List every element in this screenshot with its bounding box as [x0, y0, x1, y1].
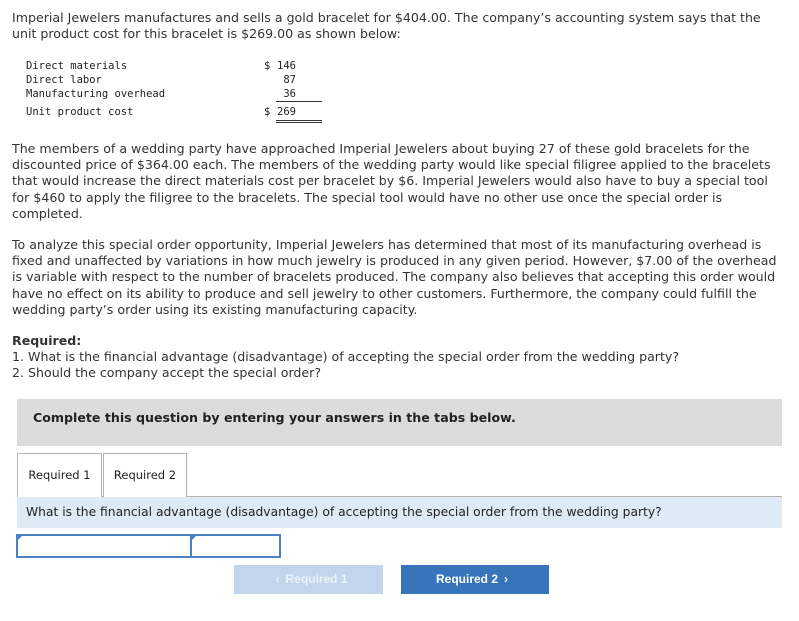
instruction-banner	[17, 399, 782, 446]
question-text: What is the financial advantage (disadvantage) of accepting the special order from the wedding party?	[26, 505, 662, 519]
cost-label: Direct materials	[26, 60, 128, 72]
cost-amount: 87	[283, 74, 296, 86]
tab-required-1[interactable]: Required 1	[17, 453, 102, 499]
cost-amount: 269	[277, 106, 296, 118]
answer-amount-field[interactable]	[190, 534, 281, 558]
chevron-right-icon: ›	[504, 572, 508, 586]
instruction-text: Complete this question by entering your answers in the tabs below.	[33, 410, 516, 425]
question-banner	[17, 497, 782, 528]
chevron-left-icon: ‹	[275, 572, 280, 586]
intro-paragraph: Imperial Jewelers manufactures and sells a gold bracelet for $404.00. The company’s accounting system says that the unit product cost for this bracelet is $269.00 as shown below:	[12, 10, 761, 42]
answer-row	[16, 534, 281, 556]
subtotal-rule	[276, 101, 322, 102]
tab-required-2[interactable]: Required 2	[103, 453, 187, 498]
cost-currency: $	[264, 60, 271, 72]
cost-row-unit-product-cost	[26, 105, 300, 119]
cost-label: Unit product cost	[26, 106, 134, 118]
cost-amount: 146	[277, 60, 296, 72]
next-button-label: Required 2	[435, 572, 498, 586]
cost-label: Direct labor	[26, 74, 102, 86]
special-order-paragraph: The members of a wedding party have approached Imperial Jewelers about buying 27 of these gold bracelets for the discounted price of $364.00 each. The members of the wedding party would like special filigree applied to the bracelets that would increase the direct materials cost per bracelet by $6. Imperial Jewelers would also have to buy a special tool for $460 to apply the filigree to the bracelets. The special tool would have no other use once the special order is completed.	[12, 141, 771, 221]
required-item-1: 1. What is the financial advantage (disadvantage) of accepting the special order from the wedding party?	[12, 349, 680, 364]
input-marker-icon	[18, 534, 24, 540]
next-required-button[interactable]	[401, 565, 549, 594]
cost-currency: $	[264, 106, 271, 118]
cost-row-direct-materials	[26, 59, 300, 73]
overhead-paragraph: To analyze this special order opportunity, Imperial Jewelers has determined that most of its manufacturing overhead is fixed and unaffected by variations in how much jewelry is produced in any given period. However, $7.00 of the overhead is variable with respect to the number of bracelets produced. The company also believes that accepting this order would have no effect on its ability to produce and sell jewelry to other customers. Furthermore, the company could fulfill the wedding party’s order using its existing manufacturing capacity.	[12, 237, 777, 317]
required-heading: Required:	[12, 333, 82, 348]
cost-label: Manufacturing overhead	[26, 88, 166, 100]
cost-amount: 36	[283, 88, 296, 100]
prev-button-label: Required 1	[285, 572, 348, 586]
total-rule-1	[276, 120, 322, 121]
required-item-2: 2. Should the company accept the special order?	[12, 365, 322, 380]
cost-row-manufacturing-overhead	[26, 87, 300, 101]
answer-label-field[interactable]	[16, 534, 192, 558]
total-rule-2	[276, 122, 322, 123]
input-marker-icon	[192, 534, 198, 540]
prev-required-button[interactable]	[234, 565, 383, 594]
cost-row-direct-labor	[26, 73, 300, 87]
